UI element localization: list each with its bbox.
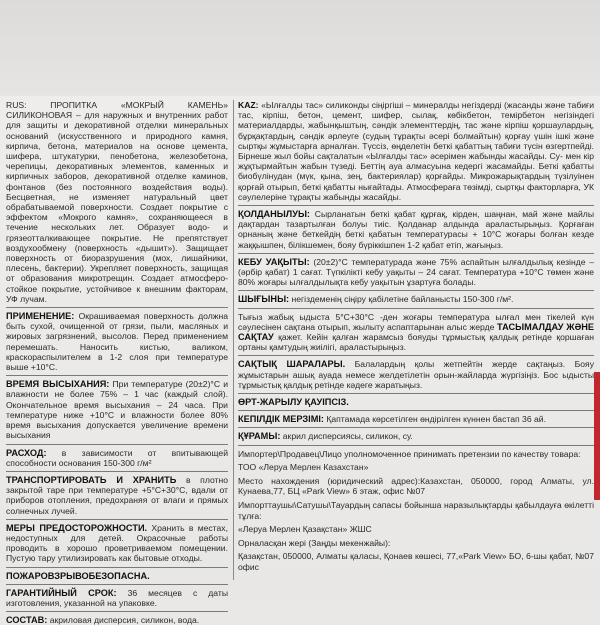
importer-info — [238, 449, 594, 573]
kz-divider-2 — [238, 253, 594, 254]
kz-safety — [238, 359, 594, 390]
kz-divider-8 — [238, 427, 594, 428]
kz-warranty-text: Қаптамада көрсетілген өндірілген күннен бастап 36 ай. — [323, 414, 546, 425]
kz-usage-heading: ҚОЛДАНЫЛУЫ: — [238, 209, 310, 220]
ru-drying — [6, 379, 228, 440]
ru-application — [6, 311, 228, 372]
importer-line: Орналасқан жері (Заңды мекенжайы): — [238, 537, 391, 548]
importer-line: Қазақстан, 050000, Алматы қаласы, Қонаев көшесі, 77,«Park View» БО, 6-шы қабат, №07 офис — [238, 551, 594, 573]
ru-safety-text: Хранить в местах, недоступных для детей. Окрасочные работы проводить в хорошо проветриваемом помещении. Пустую тару утилизировать как бытовые отходы. — [6, 522, 228, 564]
kz-language-tag: KAZ: — [238, 100, 259, 110]
kz-consumption — [238, 294, 594, 304]
ru-transport-text: в плотно закрытой таре при температуре +5°С+30°С, вдали от приборов отопления, предохраняя от влаги и прямых солнечных лучей. — [6, 474, 228, 516]
ru-fire — [6, 571, 228, 581]
kz-storage-text-a: Тығыз жабық ыдыста 5°C+30°C -ден жоғары температура ылғал мен тікелей күн сәулесінен сақтана отырып, жылыту аспаптарынан алыс жерде — [238, 311, 594, 332]
ru-drying-text: При температуре (20±2)°С и влажности не более 75% – 1 час (каждый слой). Окончательное время высыхания – 24 часа. При температуре ниже +10°С и влажности более 80% время высыхания допускается увеличение времени высыхания — [6, 379, 229, 441]
ru-warranty-text: 36 месяцев с даты изготовления, указанной на упаковке. — [6, 587, 228, 608]
ru-divider-2 — [6, 375, 228, 376]
ru-application-text: Окрашиваемая поверхность должна быть сухой, очищенной от грязи, пыли, масляных и жировых загрязнений, высолов. Перед применением перемешать. Наносить кистью, валиком, краскораспылителем в 1-2 слоя при температуре выше +10°С. — [6, 311, 228, 373]
kz-storage-text-b: қажет. Кейін қалған жарамсыз бояуды тұрмыстық қалдық ретінде қоршаған ортаны қамтудың жиілігі, араластырыңыз. — [238, 332, 594, 353]
ru-intro: RUS: ПРОПИТКА «МОКРЫЙ КАМЕНЬ» СИЛИКОНОВАЯ – для наружных и внутренних работ для защиты и декоративной отделки минеральных оснований (искусственного и природного камня, кирпича, бетона, материалов на основе цемента, шифера, штукатурки, пенобетона, железобетона, черепицы, декоративных элементов, каменных и кирпичных заборов, декоративной отделке каминов, фонтанов (без постоянного воздействия воды). Бесцветная, не изменяет натуральный цвет обрабатываемой поверхности. Создает покрытие с эффектом «Мокрого камня», сохраняющееся в течение нескольких лет. Образует водо- и грязеотталкивающее покрытие. Не препятствует воздухообмену (поверхность «дышит»). Защищает поверхность от биоразрушения (мох, лишайники, плесень, бактерии). Укрепляет поверхность, защищая от образования микротрещин. Создает атмосферо-стойкое покрытие, устойчивое к внешним факторам, УФ лучам. — [6, 100, 228, 304]
ru-consumption — [6, 448, 228, 468]
kz-composition — [238, 431, 594, 441]
kz-consumption-heading: ШЫҒЫНЫ: — [238, 294, 290, 305]
kz-fire-heading: ӨРТ-ЖАРЫЛУ ҚАУІПСІЗ. — [238, 397, 349, 408]
ru-composition-heading: СОСТАВ: — [6, 615, 48, 625]
ru-safety-heading: МЕРЫ ПРЕДОСТОРОЖНОСТИ. — [6, 522, 148, 533]
ru-divider-4 — [6, 471, 228, 472]
kz-warranty-heading: КЕПІЛДІК МЕРЗІМІ: — [238, 414, 324, 425]
ru-divider-6 — [6, 567, 228, 568]
ru-fire-heading: ПОЖАРОВЗРЫВОБЕЗОПАСНА. — [6, 570, 150, 581]
kz-divider-1 — [238, 205, 594, 206]
kz-intro-text: «Ылғалды тас» силиконды сіңіргіші – минералды негіздерді (жасанды және табиғи тас, кірпіш, бетон, цемент, шифер, сылақ, көбікбетон, темірбетон негізіндегі материалдарды, жабынқыштың, сәндік элементтердің, тас және кірпіш қоршаулардың, бұрқақтардың, сәндік әрлеуге (судың тұрақты әсері болмайтын) қорғау үшін ішкі және сыртқы жұмыстарға арналған. Түссіз, өңделетін беткі қабаттың табиғи түсін өзгертпейді. Бірнеше жыл бойы сақталатын «Ылғалды тас» әсерімен жабынды жасайды. Су- мен кір жұқтырмайтын жабын түзеді. Беттің ауа алмасуына кедергі жасамайды. Беткі қабатты биобүлінудан (мүк, қына, зең, бактериялар) қорғайды. Микрожарықтардың түзілуінен қорғай отырып, беткі қабатты нығайтады. Атмосфераға төзімді, сыртқы факторларға, УК сәулелеріне тұрақты жабынды жасайды. — [238, 100, 594, 202]
kz-divider-9 — [238, 445, 594, 446]
kz-intro — [238, 100, 594, 202]
kz-drying-heading: КЕБУ УАҚЫТЫ: — [238, 256, 310, 267]
label-top-area — [0, 0, 600, 96]
kz-fire — [238, 397, 594, 407]
ru-divider-8 — [6, 611, 228, 612]
kz-divider-6 — [238, 393, 594, 394]
kz-safety-heading: САҚТЫҚ ШАРАЛАРЫ. — [238, 359, 346, 370]
kazakh-column — [238, 100, 594, 600]
importer-line: Место нахождения (юридический адрес):Казахстан, 050000, город Алматы, ул. Кунаева,77, БЦ «Park View» 6 этаж, офис №07 — [238, 475, 594, 497]
ru-divider-1 — [6, 307, 228, 308]
ru-warranty — [6, 588, 228, 608]
ru-divider-3 — [6, 444, 228, 445]
kz-storage-heading: ТАСЫМАЛДАУ ЖӘНЕ САҚТАУ — [238, 321, 595, 343]
ru-transport-heading: ТРАНСПОРТИРОВАТЬ И ХРАНИТЬ — [6, 474, 177, 485]
kz-drying-text: (20±2)°С температурада және 75% аспайтын ылғалдылық кезінде – (әрбір қабат) 1 сағат. Түпкілікті кебу уақыты – 24 сағат. Температура +10°C төмен және 80% жоғары ылғалдылықта кебу уақытын ұзартуға болады. — [238, 256, 594, 288]
column-divider — [233, 100, 234, 580]
kz-divider-4 — [238, 308, 594, 309]
ru-warranty-heading: ГАРАНТИЙНЫЙ СРОК: — [6, 587, 117, 598]
russian-column — [6, 100, 229, 625]
kz-composition-text: акрил дисперсиясы, силикон, су. — [280, 431, 413, 442]
importer-line: ТОО «Леруа Мерлен Казахстан» — [238, 462, 369, 473]
kz-divider-7 — [238, 410, 594, 411]
ru-consumption-text: в зависимости от впитывающей способности основания 150-300 г/м² — [6, 447, 228, 468]
importer-line: Импорттаушы\Сатушы\Тауардың сапасы бойынша наразылықтарды қабылдауға өкілетті тұлға: — [238, 500, 594, 521]
kz-storage — [238, 312, 594, 353]
red-accent-bar — [594, 372, 600, 500]
kz-safety-text: Балалардың қолы жетпейтін жерде сақтаңыз. Бояу жұмыстарын ашық ауада немесе желдетілетін орын-жайларда жүргізіңіз. Бос ыдысты тұрмыстық қалдық ретінде кәдеге жаратыңыз. — [238, 359, 594, 390]
ru-composition-text: акриловая дисперсия, силикон, вода. — [47, 615, 200, 625]
ru-divider-5 — [6, 519, 228, 520]
ru-composition — [6, 615, 228, 625]
ru-transport — [6, 475, 228, 516]
kz-composition-heading: ҚҰРАМЫ: — [238, 431, 281, 442]
ru-consumption-heading: РАСХОД: — [6, 447, 47, 458]
importer-line: «Леруа Мерлен Қазақстан» ЖШС — [238, 524, 372, 535]
ru-application-heading: ПРИМЕНЕНИЕ: — [6, 311, 75, 322]
importer-line: Импортер\Продавец\Лицо уполномоченное принимать претензии по качеству товара: — [238, 448, 581, 459]
ru-divider-7 — [6, 584, 228, 585]
ru-safety — [6, 523, 228, 564]
kz-usage-text: Сырланатын беткі қабат құрғақ, кірден, шаңнан, май және майлы дақтардан тазартылған болуы тиіс. Қолданар алдында араластырыңыз. Қорғаған орнаның және беткейдің беткі қабатын температурасы + 10°C жоғары болған кезде жаққышпен, білікшемен, бояу бүріккішпен 1-2 қабат етіп, жағыңыз. — [238, 209, 594, 250]
kz-divider-3 — [238, 290, 594, 291]
kz-drying — [238, 257, 594, 288]
kz-divider-5 — [238, 355, 594, 356]
kz-warranty — [238, 414, 594, 424]
kz-usage — [238, 209, 594, 250]
ru-drying-heading: ВРЕМЯ ВЫСЫХАНИЯ: — [6, 379, 110, 390]
kz-consumption-text: негіздеменің сіңіру қабілетіне байланысты 150-300 г/м². — [289, 294, 514, 305]
